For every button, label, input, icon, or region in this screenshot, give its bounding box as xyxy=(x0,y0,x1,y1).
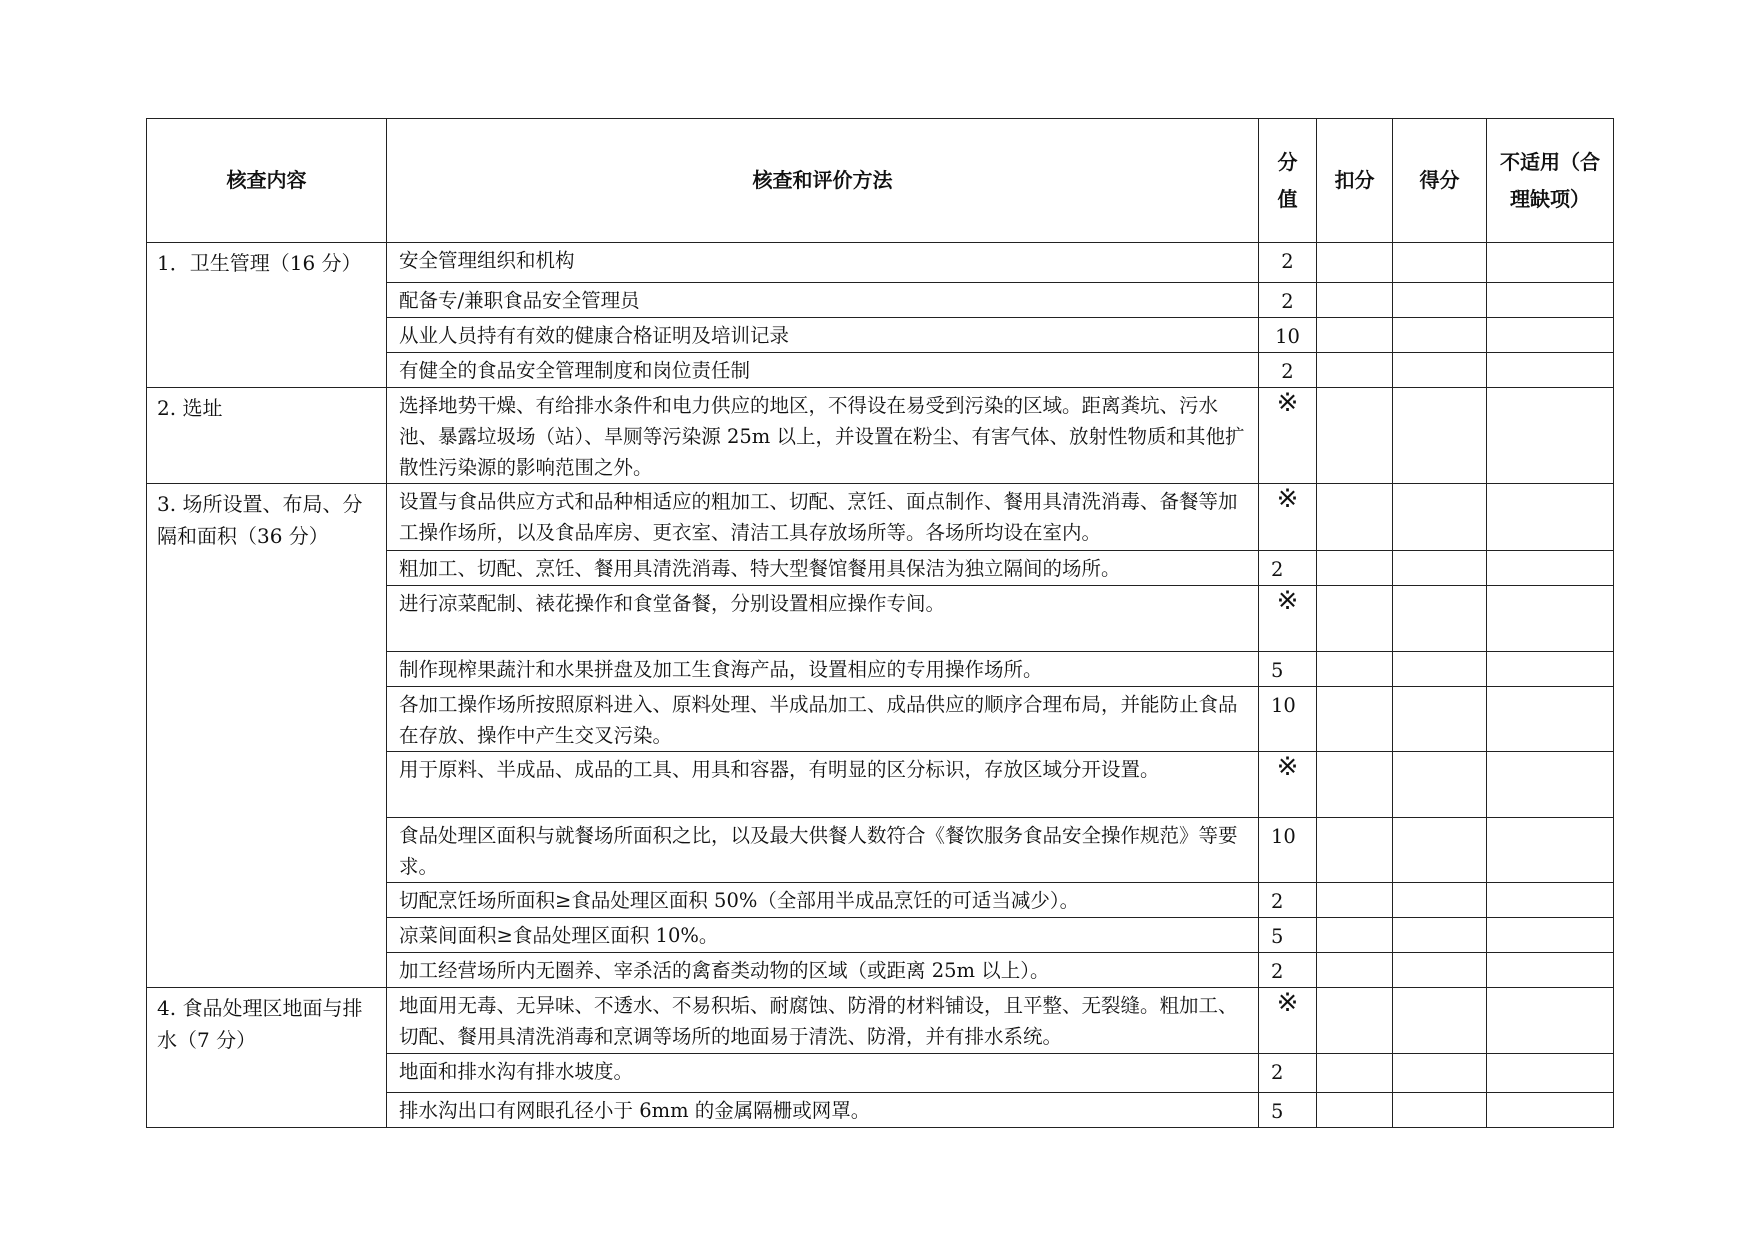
deduct-cell[interactable] xyxy=(1317,752,1393,818)
not-applicable-cell[interactable] xyxy=(1487,918,1614,953)
section-title: 1．卫生管理（16 分） xyxy=(147,243,387,388)
header-na-line1: 不适用（合 xyxy=(1500,149,1600,174)
section-title: 2. 选址 xyxy=(147,388,387,484)
not-applicable-cell[interactable] xyxy=(1487,953,1614,988)
not-applicable-cell[interactable] xyxy=(1487,243,1614,283)
score-value: 2 xyxy=(1259,883,1317,918)
method-cell: 地面用无毒、无异味、不透水、不易积垢、耐腐蚀、防滑的材料铺设，且平整、无裂缝。粗加工、切配、餐用具清洗消毒和烹调等场所的地面易于清洗、防滑，并有排水系统。 xyxy=(387,988,1259,1054)
method-cell: 加工经营场所内无圈养、宰杀活的禽畜类动物的区域（或距离 25m 以上）。 xyxy=(387,953,1259,988)
deduct-cell[interactable] xyxy=(1317,1093,1393,1128)
obtained-cell[interactable] xyxy=(1393,283,1487,318)
not-applicable-cell[interactable] xyxy=(1487,586,1614,652)
deduct-cell[interactable] xyxy=(1317,283,1393,318)
obtained-cell[interactable] xyxy=(1393,752,1487,818)
score-value: 2 xyxy=(1259,1054,1317,1093)
method-cell: 进行凉菜配制、裱花操作和食堂备餐，分别设置相应操作专间。 xyxy=(387,586,1259,652)
table-row xyxy=(147,388,1614,484)
not-applicable-cell[interactable] xyxy=(1487,1093,1614,1128)
score-value: 5 xyxy=(1259,918,1317,953)
deduct-cell[interactable] xyxy=(1317,883,1393,918)
method-cell: 选择地势干燥、有给排水条件和电力供应的地区，不得设在易受到污染的区域。距离粪坑、污水池、暴露垃圾场（站）、旱厕等污染源 25m 以上，并设置在粉尘、有害气体、放射性物质和其他扩散性污染源的影响范围之外。 xyxy=(387,388,1259,484)
obtained-cell[interactable] xyxy=(1393,318,1487,353)
method-cell: 制作现榨果蔬汁和水果拼盘及加工生食海产品，设置相应的专用操作场所。 xyxy=(387,652,1259,687)
method-cell: 配备专/兼职食品安全管理员 xyxy=(387,283,1259,318)
inspection-table xyxy=(146,118,1614,1128)
header-na-line2: 理缺项） xyxy=(1510,186,1590,211)
obtained-cell[interactable] xyxy=(1393,484,1487,551)
method-cell: 切配烹饪场所面积≥食品处理区面积 50%（全部用半成品烹饪的可适当减少）。 xyxy=(387,883,1259,918)
table-body xyxy=(147,243,1614,1128)
deduct-cell[interactable] xyxy=(1317,484,1393,551)
not-applicable-cell[interactable] xyxy=(1487,283,1614,318)
obtained-cell[interactable] xyxy=(1393,551,1487,586)
obtained-cell[interactable] xyxy=(1393,388,1487,484)
method-cell: 设置与食品供应方式和品种相适应的粗加工、切配、烹饪、面点制作、餐用具清洗消毒、备餐等加工操作场所，以及食品库房、更衣室、清洁工具存放场所等。各场所均设在室内。 xyxy=(387,484,1259,551)
header-content: 核查内容 xyxy=(147,119,387,243)
score-value: 2 xyxy=(1259,953,1317,988)
obtained-cell[interactable] xyxy=(1393,988,1487,1054)
not-applicable-cell[interactable] xyxy=(1487,652,1614,687)
table-row xyxy=(147,988,1614,1054)
method-cell: 食品处理区面积与就餐场所面积之比，以及最大供餐人数符合《餐饮服务食品安全操作规范》等要求。 xyxy=(387,818,1259,883)
header-obtained: 得分 xyxy=(1393,119,1487,243)
not-applicable-cell[interactable] xyxy=(1487,318,1614,353)
mandatory-mark: ※ xyxy=(1259,988,1317,1054)
method-cell: 有健全的食品安全管理制度和岗位责任制 xyxy=(387,353,1259,388)
mandatory-mark: ※ xyxy=(1259,388,1317,484)
not-applicable-cell[interactable] xyxy=(1487,388,1614,484)
header-score-line2: 值 xyxy=(1277,186,1298,211)
not-applicable-cell[interactable] xyxy=(1487,1054,1614,1093)
score-value: 2 xyxy=(1259,551,1317,586)
not-applicable-cell[interactable] xyxy=(1487,551,1614,586)
method-cell: 凉菜间面积≥食品处理区面积 10%。 xyxy=(387,918,1259,953)
obtained-cell[interactable] xyxy=(1393,1093,1487,1128)
deduct-cell[interactable] xyxy=(1317,953,1393,988)
obtained-cell[interactable] xyxy=(1393,918,1487,953)
section-title: 4. 食品处理区地面与排水（7 分） xyxy=(147,988,387,1128)
deduct-cell[interactable] xyxy=(1317,988,1393,1054)
obtained-cell[interactable] xyxy=(1393,243,1487,283)
section-title: 3. 场所设置、布局、分隔和面积（36 分） xyxy=(147,484,387,988)
not-applicable-cell[interactable] xyxy=(1487,752,1614,818)
score-value: 5 xyxy=(1259,652,1317,687)
not-applicable-cell[interactable] xyxy=(1487,484,1614,551)
obtained-cell[interactable] xyxy=(1393,586,1487,652)
method-cell: 用于原料、半成品、成品的工具、用具和容器，有明显的区分标识，存放区域分开设置。 xyxy=(387,752,1259,818)
header-method: 核查和评价方法 xyxy=(387,119,1259,243)
table-row xyxy=(147,484,1614,551)
method-cell: 地面和排水沟有排水坡度。 xyxy=(387,1054,1259,1093)
mandatory-mark: ※ xyxy=(1259,484,1317,551)
header-deduct: 扣分 xyxy=(1317,119,1393,243)
obtained-cell[interactable] xyxy=(1393,953,1487,988)
not-applicable-cell[interactable] xyxy=(1487,818,1614,883)
deduct-cell[interactable] xyxy=(1317,818,1393,883)
deduct-cell[interactable] xyxy=(1317,652,1393,687)
deduct-cell[interactable] xyxy=(1317,318,1393,353)
method-cell: 从业人员持有有效的健康合格证明及培训记录 xyxy=(387,318,1259,353)
deduct-cell[interactable] xyxy=(1317,687,1393,752)
obtained-cell[interactable] xyxy=(1393,1054,1487,1093)
mandatory-mark: ※ xyxy=(1259,752,1317,818)
deduct-cell[interactable] xyxy=(1317,353,1393,388)
deduct-cell[interactable] xyxy=(1317,243,1393,283)
obtained-cell[interactable] xyxy=(1393,353,1487,388)
not-applicable-cell[interactable] xyxy=(1487,353,1614,388)
deduct-cell[interactable] xyxy=(1317,586,1393,652)
method-cell: 安全管理组织和机构 xyxy=(387,243,1259,283)
score-value: 10 xyxy=(1259,818,1317,883)
deduct-cell[interactable] xyxy=(1317,1054,1393,1093)
not-applicable-cell[interactable] xyxy=(1487,883,1614,918)
score-value: 10 xyxy=(1259,687,1317,752)
score-value: 2 xyxy=(1259,353,1317,388)
header-score-line1: 分 xyxy=(1277,149,1298,174)
score-value: 10 xyxy=(1259,318,1317,353)
score-value: 2 xyxy=(1259,283,1317,318)
method-cell: 各加工操作场所按照原料进入、原料处理、半成品加工、成品供应的顺序合理布局，并能防止食品在存放、操作中产生交叉污染。 xyxy=(387,687,1259,752)
deduct-cell[interactable] xyxy=(1317,918,1393,953)
header-not-applicable xyxy=(1487,119,1614,243)
score-value: 5 xyxy=(1259,1093,1317,1128)
not-applicable-cell[interactable] xyxy=(1487,988,1614,1054)
obtained-cell[interactable] xyxy=(1393,687,1487,752)
obtained-cell[interactable] xyxy=(1393,652,1487,687)
method-cell: 粗加工、切配、烹饪、餐用具清洗消毒、特大型餐馆餐用具保洁为独立隔间的场所。 xyxy=(387,551,1259,586)
deduct-cell[interactable] xyxy=(1317,551,1393,586)
obtained-cell[interactable] xyxy=(1393,818,1487,883)
header-row xyxy=(147,119,1614,243)
header-score xyxy=(1259,119,1317,243)
score-value: 2 xyxy=(1259,243,1317,283)
mandatory-mark: ※ xyxy=(1259,586,1317,652)
not-applicable-cell[interactable] xyxy=(1487,687,1614,752)
obtained-cell[interactable] xyxy=(1393,883,1487,918)
deduct-cell[interactable] xyxy=(1317,388,1393,484)
method-cell: 排水沟出口有网眼孔径小于 6mm 的金属隔栅或网罩。 xyxy=(387,1093,1259,1128)
table-row xyxy=(147,243,1614,283)
